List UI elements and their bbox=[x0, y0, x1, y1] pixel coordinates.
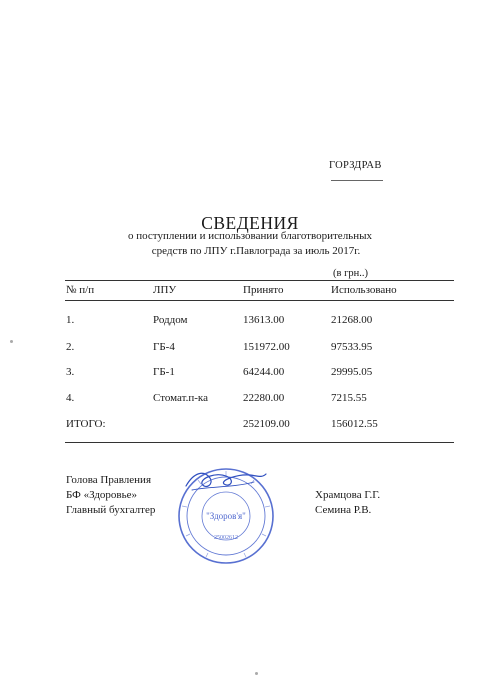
round-stamp bbox=[176, 466, 276, 566]
document-subtitle-line2: средств по ЛПУ г.Павлограда за июль 2017г. bbox=[151, 245, 361, 257]
table-row-1-used: 21268.00 bbox=[331, 314, 373, 326]
table-row-2-institution: ГБ-4 bbox=[153, 341, 175, 353]
table-row-3-accepted: 64244.00 bbox=[243, 366, 285, 378]
header-underline bbox=[331, 180, 383, 181]
signature-name-accountant: Семина Р.В. bbox=[315, 504, 372, 516]
currency-unit-note: (в грн..) bbox=[333, 268, 369, 279]
table-row-2-number: 2. bbox=[66, 341, 75, 353]
document-title: СВЕДЕНИЯ bbox=[201, 213, 299, 233]
table-row-1-accepted: 13613.00 bbox=[243, 314, 285, 326]
table-row-4-number: 4. bbox=[66, 392, 75, 404]
table-row-3-number: 3. bbox=[66, 366, 75, 378]
document-subtitle-line1: о поступлении и использовании благотворительных bbox=[128, 230, 372, 242]
table-top-rule bbox=[65, 280, 454, 281]
scan-mark bbox=[255, 672, 258, 675]
signature-role-accountant: Главный бухгалтер bbox=[66, 504, 156, 516]
column-header-accepted: Принято bbox=[243, 284, 284, 296]
table-total-used: 156012.55 bbox=[331, 418, 378, 430]
table-row-1-institution: Роддом bbox=[153, 314, 188, 326]
table-row-3-institution: ГБ-1 bbox=[153, 366, 175, 378]
column-header-institution: ЛПУ bbox=[153, 284, 177, 296]
signature-fund-name: БФ «Здоровье» bbox=[66, 489, 138, 501]
table-row-4-accepted: 22280.00 bbox=[243, 392, 285, 404]
table-total-accepted: 252109.00 bbox=[243, 418, 290, 430]
scan-mark bbox=[10, 340, 13, 343]
stamp-code: 25002612 bbox=[214, 535, 238, 541]
column-header-number: № п/п bbox=[66, 284, 95, 296]
table-row-4-used: 7215.55 bbox=[331, 392, 367, 404]
table-row-2-used: 97533.95 bbox=[331, 341, 373, 353]
table-bottom-rule bbox=[65, 442, 454, 443]
table-row-3-used: 29995.05 bbox=[331, 366, 373, 378]
header-organization: ГОРЗДРАВ bbox=[329, 160, 382, 171]
column-header-used: Использовано bbox=[331, 284, 397, 296]
signature-role-chairman: Голова Правления bbox=[66, 474, 151, 486]
stamp-center-text: "Здоров'я" bbox=[206, 511, 246, 521]
signature-name-chairman: Храмцова Г.Г. bbox=[315, 489, 381, 501]
table-total-label: ИТОГО: bbox=[66, 418, 106, 430]
table-row-2-accepted: 151972.00 bbox=[243, 341, 290, 353]
table-header-rule bbox=[65, 300, 454, 301]
table-row-4-institution: Стомат.п-ка bbox=[153, 392, 208, 404]
table-row-1-number: 1. bbox=[66, 314, 75, 326]
